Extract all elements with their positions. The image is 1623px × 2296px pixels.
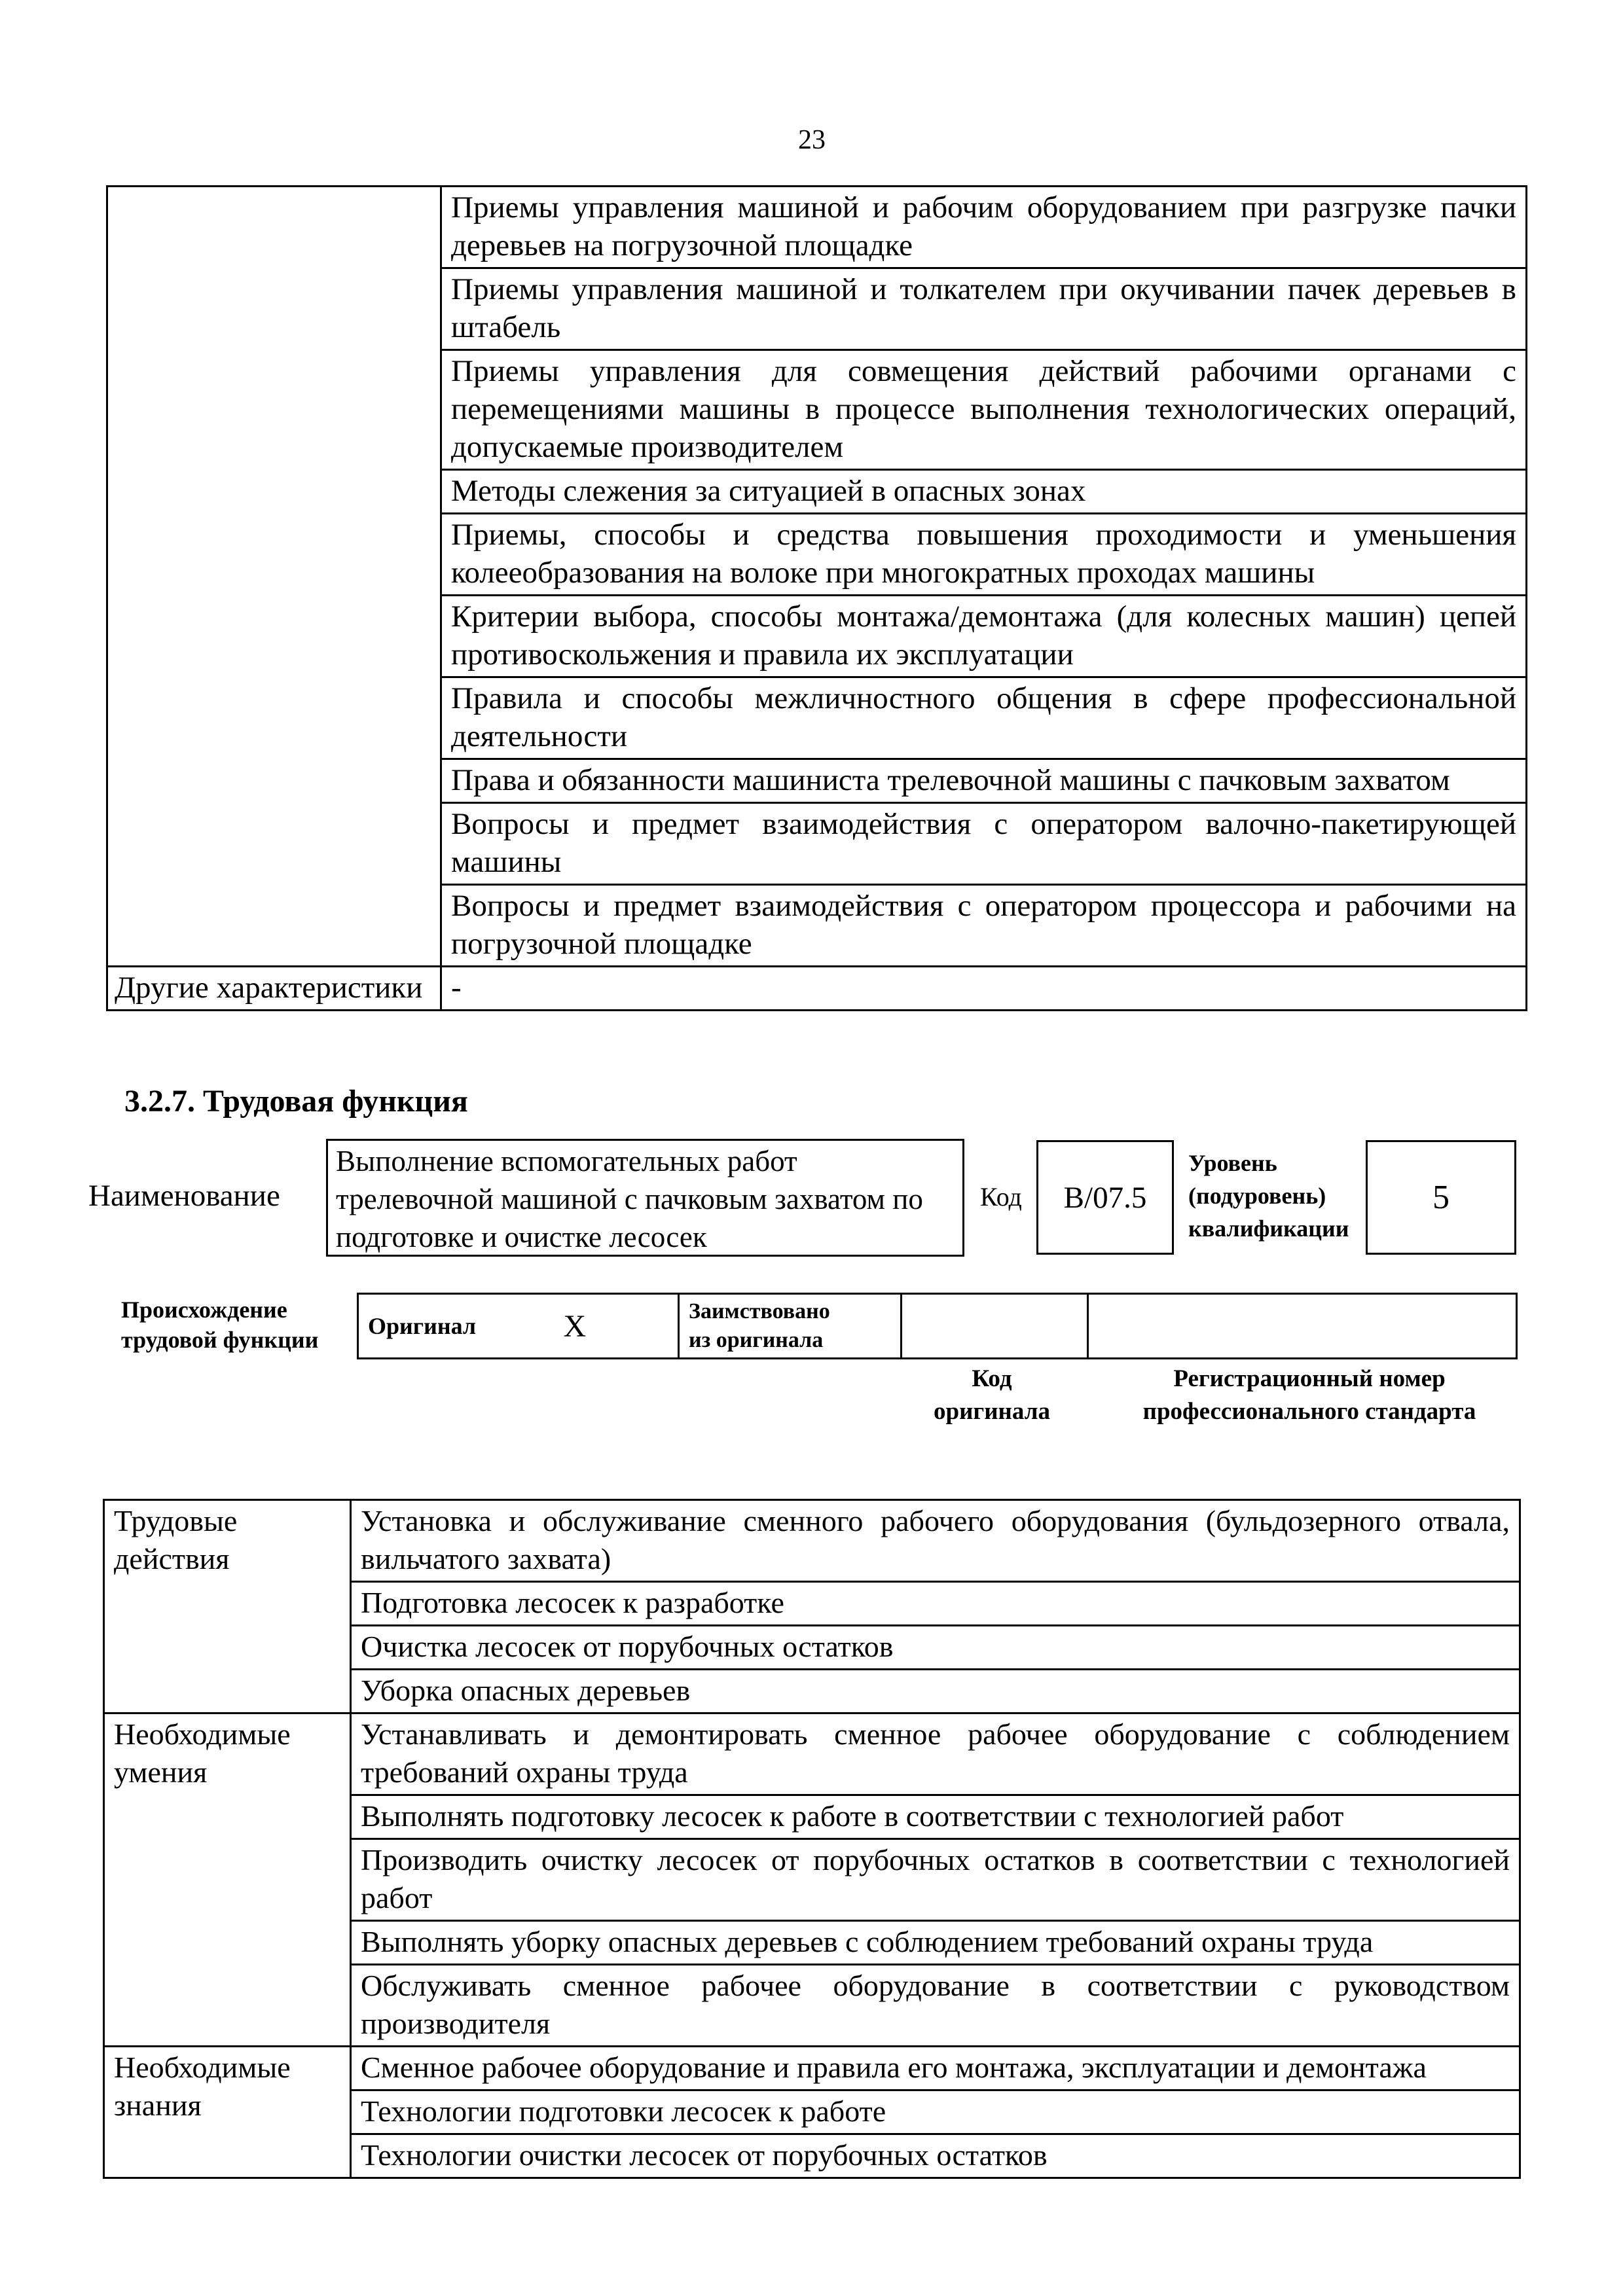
labor-function-table <box>103 1499 1521 2179</box>
labor-action-item: Уборка опасных деревьев <box>351 1670 1520 1713</box>
skill-item: Выполнять уборку опасных деревьев с соблюдением требований охраны труда <box>351 1921 1520 1965</box>
origin-label: Происхождение трудовой функции <box>121 1297 319 1353</box>
original-cell: Оригинал <box>358 1294 555 1359</box>
knowledge-item: Приемы управления для совмещения действий рабочими органами с перемещениями машины в процессе выполнения технологических операций, допускаемые производителем <box>441 350 1527 470</box>
labor-action-item: Очистка лесосек от порубочных остатков <box>351 1626 1520 1670</box>
knowledge-item: Технологии очистки лесосек от порубочных остатков <box>351 2134 1520 2178</box>
qualification-level-label: Уровень (подуровень) квалификации <box>1188 1150 1349 1242</box>
labor-actions-label: Трудовые действия <box>104 1500 351 1713</box>
function-code-box: B/07.5 <box>1036 1140 1174 1255</box>
labor-action-item: Подготовка лесосек к разработке <box>351 1582 1520 1626</box>
knowledge-item: Методы слежения за ситуацией в опасных зонах <box>441 470 1527 514</box>
name-label: Наименование <box>88 1179 280 1213</box>
original-code-cell <box>902 1294 1088 1359</box>
skill-item: Выполнять подготовку лесосек к работе в соответствии с технологией работ <box>351 1795 1520 1839</box>
labor-action-item: Установка и обслуживание сменного рабочего оборудования (бульдозерного отвала, вильчатого захвата) <box>351 1500 1520 1582</box>
original-code-label: Код оригинала <box>934 1365 1050 1425</box>
empty-label-cell <box>107 187 441 967</box>
table-row <box>104 1713 1520 1795</box>
other-characteristics-label: Другие характеристики <box>107 967 441 1011</box>
knowledge-item: Критерии выбора, способы монтажа/демонтажа (для колесных машин) цепей противоскольжения и правила их эксплуатации <box>441 596 1527 677</box>
borrowed-cell: Заимствовано из оригинала <box>679 1294 902 1359</box>
function-name-box: Выполнение вспомогательных работ трелевочной машиной с пачковым захватом по подготовке и очистке лесосек <box>326 1139 964 1257</box>
knowledge-table <box>106 185 1527 1011</box>
required-knowledge-label: Необходимые знания <box>104 2047 351 2178</box>
registration-number-cell <box>1088 1294 1517 1359</box>
table-row <box>104 2047 1520 2090</box>
knowledge-item: Приемы управления машиной и рабочим оборудованием при разгрузке пачки деревьев на погрузочной площадке <box>441 187 1527 268</box>
table-row <box>107 187 1527 268</box>
knowledge-item: Вопросы и предмет взаимодействия с оператором валочно-пакетирующей машины <box>441 803 1527 885</box>
section-heading: 3.2.7. Трудовая функция <box>124 1084 468 1119</box>
table-row <box>104 1500 1520 1582</box>
other-characteristics-value: - <box>441 967 1527 1011</box>
page-number: 23 <box>798 125 826 155</box>
knowledge-item: Вопросы и предмет взаимодействия с оператором процессора и рабочими на погрузочной площадке <box>441 885 1527 967</box>
skill-item: Обслуживать сменное рабочее оборудование в соответствии с руководством производителя <box>351 1965 1520 2047</box>
knowledge-item: Сменное рабочее оборудование и правила его монтажа, эксплуатации и демонтажа <box>351 2047 1520 2090</box>
knowledge-item: Правила и способы межличностного общения в сфере профессиональной деятельности <box>441 677 1527 759</box>
registration-number-label: Регистрационный номер профессионального стандарта <box>1142 1365 1476 1425</box>
skill-item: Устанавливать и демонтировать сменное рабочее оборудование с соблюдением требований охраны труда <box>351 1713 1520 1795</box>
knowledge-item: Приемы управления машиной и толкателем при окучивании пачек деревьев в штабель <box>441 268 1527 350</box>
knowledge-item: Права и обязанности машиниста трелевочной машины с пачковым захватом <box>441 759 1527 803</box>
required-skills-label: Необходимые умения <box>104 1713 351 2047</box>
knowledge-item: Приемы, способы и средства повышения проходимости и уменьшения колееобразования на волоке при многократных проходах машины <box>441 514 1527 596</box>
original-mark: X <box>555 1294 679 1359</box>
skill-item: Производить очистку лесосек от порубочных остатков в соответствии с технологией работ <box>351 1839 1520 1921</box>
code-label: Код <box>980 1182 1022 1211</box>
knowledge-item: Технологии подготовки лесосек к работе <box>351 2090 1520 2134</box>
table-row <box>107 967 1527 1011</box>
qualification-level-box: 5 <box>1366 1140 1516 1255</box>
origin-table <box>357 1293 1518 1359</box>
table-row <box>358 1294 1517 1359</box>
